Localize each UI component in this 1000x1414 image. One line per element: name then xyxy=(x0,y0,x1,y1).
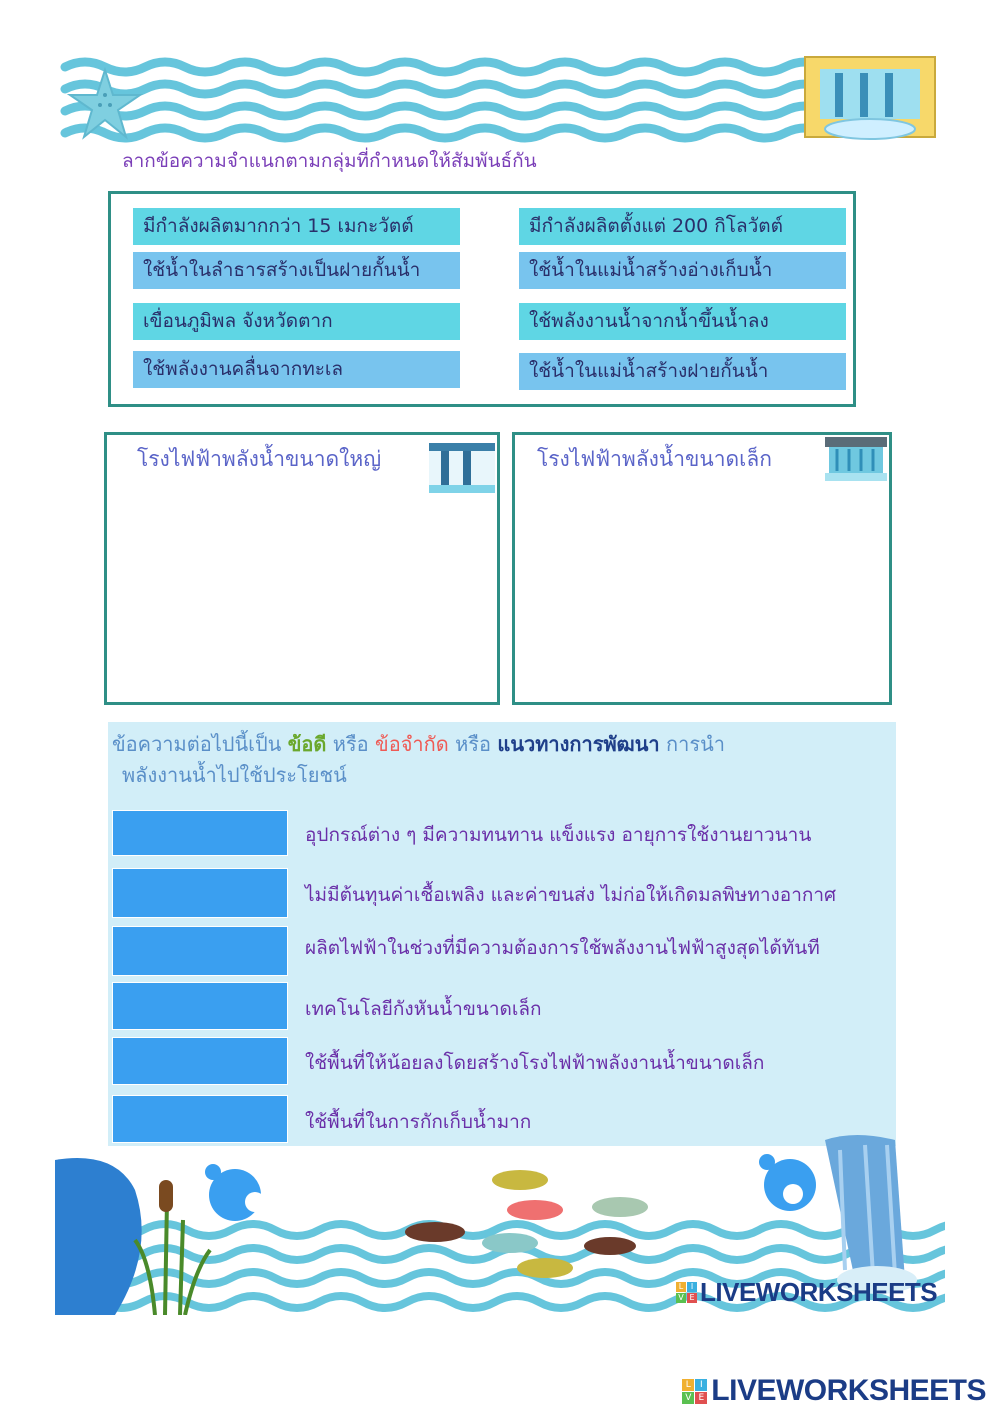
question-suffix: การนำ xyxy=(666,732,725,756)
waterfall-icon xyxy=(825,1135,917,1294)
dropzone-large-hydro[interactable] xyxy=(104,432,500,705)
draggable-chip[interactable]: ใช้น้ำในแม่น้ำสร้างอ่างเก็บน้ำ xyxy=(519,252,846,289)
statement-text: ใช้พื้นที่ให้น้อยลงโดยสร้างโรงไฟฟ้าพลังงานน้ำขนาดเล็ก xyxy=(305,1052,765,1074)
dropzone-title-large: โรงไฟฟ้าพลังน้ำขนาดใหญ่ xyxy=(137,447,382,471)
development-label: แนวทางการพัฒนา xyxy=(497,732,660,756)
dropzone-small-hydro[interactable] xyxy=(512,432,892,705)
question-line-1 xyxy=(112,728,725,760)
answer-input-box[interactable] xyxy=(112,926,288,976)
word-bank xyxy=(108,191,856,407)
river-icon xyxy=(55,1158,142,1315)
draggable-chip[interactable]: ใช้น้ำในลำธารสร้างเป็นฝายกั้นน้ำ xyxy=(133,252,460,289)
weir-icon xyxy=(823,435,889,483)
limitation-label: ข้อจำกัด xyxy=(375,732,449,756)
dam-icon xyxy=(805,57,935,139)
liveworksheets-logo-icon: L I V E xyxy=(676,1282,697,1303)
liveworksheets-logo-icon: L I V E xyxy=(682,1379,707,1404)
water-drop-character-icon xyxy=(205,1164,265,1221)
dropzone-title-small: โรงไฟฟ้าพลังน้ำขนาดเล็ก xyxy=(537,447,772,471)
question-line-2: พลังงานน้ำไปใช้ประโยชน์ xyxy=(122,763,347,787)
draggable-chip[interactable]: มีกำลังผลิตมากกว่า 15 เมกะวัตต์ xyxy=(133,208,460,245)
instruction-text: ลากข้อความจำแนกตามกลุ่มที่กำหนดให้สัมพันธ์กัน xyxy=(122,150,537,172)
answer-input-box[interactable] xyxy=(112,1037,288,1085)
header-waves xyxy=(60,55,940,150)
draggable-chip[interactable]: ใช้น้ำในแม่น้ำสร้างฝายกั้นน้ำ xyxy=(519,353,846,390)
dam-small-icon xyxy=(425,441,497,497)
draggable-chip[interactable]: ใช้พลังงานคลื่นจากทะเล xyxy=(133,351,460,388)
advantage-label: ข้อดี xyxy=(287,732,327,756)
or-label: หรือ xyxy=(455,732,492,756)
draggable-chip[interactable]: ใช้พลังงานน้ำจากน้ำขึ้นน้ำลง xyxy=(519,303,846,340)
statement-text: ไม่มีต้นทุนค่าเชื้อเพลิง และค่าขนส่ง ไม่ก่อให้เกิดมลพิษทางอากาศ xyxy=(305,884,837,906)
statement-text: ผลิตไฟฟ้าในช่วงที่มีความต้องการใช้พลังงานไฟฟ้าสูงสุดได้ทันที xyxy=(305,937,820,959)
liveworksheets-watermark xyxy=(676,1277,937,1308)
footer-brand[interactable] xyxy=(682,1374,986,1408)
statement-text: เทคโนโลยีกังหันน้ำขนาดเล็ก xyxy=(305,998,542,1020)
or-label: หรือ xyxy=(332,732,369,756)
footer-brand-text: LIVEWORKSHEETS xyxy=(711,1374,986,1407)
answer-input-box[interactable] xyxy=(112,810,288,856)
statement-text: อุปกรณ์ต่าง ๆ มีความทนทาน แข็งแรง อายุการใช้งานยาวนาน xyxy=(305,824,812,846)
watermark-text: LIVEWORKSHEETS xyxy=(700,1277,938,1307)
statement-text: ใช้พื้นที่ในการกักเก็บน้ำมาก xyxy=(305,1111,532,1133)
answer-input-box[interactable] xyxy=(112,982,288,1030)
answer-input-box[interactable] xyxy=(112,868,288,918)
water-drop-character-icon xyxy=(759,1154,816,1211)
question-prefix: ข้อความต่อไปนี้เป็น xyxy=(112,732,282,756)
draggable-chip[interactable]: มีกำลังผลิตตั้งแต่ 200 กิโลวัตต์ xyxy=(519,208,846,245)
draggable-chip[interactable]: เขื่อนภูมิพล จังหวัดตาก xyxy=(133,303,460,340)
